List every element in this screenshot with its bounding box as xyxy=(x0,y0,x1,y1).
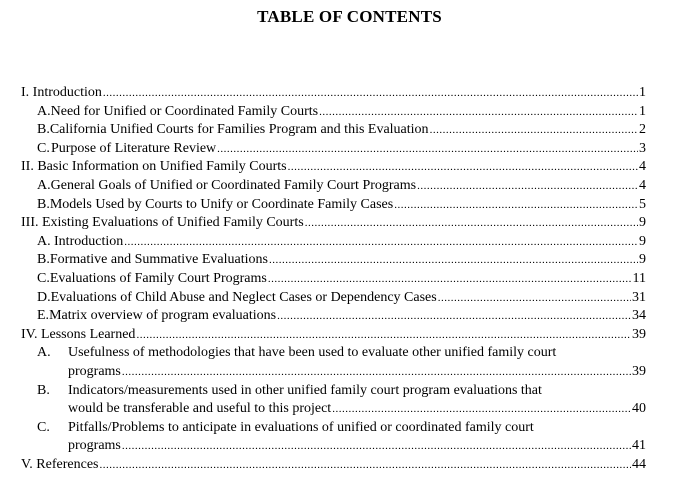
dot-leader xyxy=(417,177,638,196)
dot-leader xyxy=(288,158,638,177)
toc-page-number: 4 xyxy=(639,159,646,175)
toc-item-1c[interactable] xyxy=(21,140,646,159)
toc-page-number: 9 xyxy=(639,252,646,268)
toc-page-number: 41 xyxy=(632,438,646,454)
toc-item-number: A. xyxy=(37,177,51,193)
dot-leader xyxy=(277,307,631,326)
dot-leader xyxy=(268,270,632,289)
toc-page-number: 5 xyxy=(639,196,646,212)
dot-leader xyxy=(269,251,638,270)
toc-page-number: 39 xyxy=(632,363,646,379)
toc-item-label-line2: programs xyxy=(68,363,121,379)
dot-leader xyxy=(319,103,638,122)
toc-item-number: C. xyxy=(37,419,50,435)
toc-page-number: 11 xyxy=(632,270,646,286)
toc-item-3e[interactable] xyxy=(21,307,646,326)
toc-item-label: Formative and Summative Evaluations xyxy=(49,252,268,268)
page-title: TABLE OF CONTENTS xyxy=(257,7,442,26)
toc-page-number: 9 xyxy=(639,233,646,249)
toc-item-label-line1: Indicators/measurements used in other unified family court program evaluations that xyxy=(68,382,542,398)
dot-leader xyxy=(122,363,631,382)
dot-leader xyxy=(430,121,638,140)
dot-leader xyxy=(332,400,631,419)
toc-item-1b[interactable] xyxy=(21,121,646,140)
toc-item-3a[interactable] xyxy=(21,233,646,252)
toc-item-label: Evaluations of Family Court Programs xyxy=(49,270,267,286)
toc-item-number: B. xyxy=(37,196,50,212)
toc-item-3b[interactable] xyxy=(21,251,646,270)
toc-page-number: 1 xyxy=(639,103,646,119)
toc-section-1[interactable] xyxy=(21,84,646,103)
toc-page-number: 2 xyxy=(639,122,646,138)
toc-item-4a[interactable] xyxy=(21,344,646,381)
toc-item-number: A. xyxy=(37,345,51,361)
dot-leader xyxy=(124,233,638,252)
toc-item-label: Matrix overview of program evaluations xyxy=(49,308,277,324)
toc-item-label: Models Used by Courts to Unify or Coordinate Family Cases xyxy=(49,196,394,212)
toc-item-number: B. xyxy=(37,252,50,268)
toc-item-number: A. xyxy=(37,233,51,249)
toc-item-label-line1: Pitfalls/Problems to anticipate in evaluations of unified or coordinated family court xyxy=(68,419,534,435)
toc-section-3[interactable] xyxy=(21,214,646,233)
toc-item-label-line2: would be transferable and useful to this project xyxy=(68,401,332,417)
toc-page-number: 40 xyxy=(632,401,646,417)
dot-leader xyxy=(438,289,631,308)
toc-item-2b[interactable] xyxy=(21,196,646,215)
dot-leader xyxy=(136,326,631,345)
toc-item-label: Need for Unified or Coordinated Family Courts xyxy=(50,103,319,119)
toc-item-label-line1: Usefulness of methodologies that have been used to evaluate other unified family court xyxy=(68,345,557,361)
toc-section-4[interactable] xyxy=(21,326,646,345)
table-of-contents xyxy=(21,84,646,474)
toc-page-number: 9 xyxy=(639,215,646,231)
toc-item-label: California Unified Courts for Families Program and this Evaluation xyxy=(49,122,429,138)
toc-item-label: Introduction xyxy=(54,233,124,249)
toc-section-label: I. Introduction xyxy=(21,85,102,100)
toc-section-2[interactable] xyxy=(21,158,646,177)
toc-item-number: C. xyxy=(37,140,50,156)
toc-section-label: IV. Lessons Learned xyxy=(21,326,136,342)
toc-page-number: 4 xyxy=(639,177,646,193)
dot-leader xyxy=(122,437,631,456)
toc-item-label: General Goals of Unified or Coordinated Family Court Programs xyxy=(50,177,417,193)
toc-section-label: II. Basic Information on Unified Family Courts xyxy=(21,159,287,175)
toc-item-label: Purpose of Literature Review xyxy=(50,140,217,156)
toc-page-number: 44 xyxy=(632,456,646,472)
toc-page-number: 3 xyxy=(639,140,646,156)
toc-item-number: E. xyxy=(37,308,50,324)
dot-leader xyxy=(394,196,638,215)
toc-item-number: B. xyxy=(37,382,50,398)
toc-item-label-line2: programs xyxy=(68,438,121,454)
toc-item-number: D. xyxy=(37,289,51,305)
toc-item-4b[interactable] xyxy=(21,382,646,419)
toc-page-number: 34 xyxy=(632,308,646,324)
toc-item-1a[interactable] xyxy=(21,103,646,122)
toc-section-5[interactable] xyxy=(21,456,646,475)
dot-leader xyxy=(305,214,638,233)
toc-item-number: B. xyxy=(37,122,50,138)
toc-item-number: C. xyxy=(37,270,50,286)
toc-item-3c[interactable] xyxy=(21,270,646,289)
toc-item-2a[interactable] xyxy=(21,177,646,196)
toc-item-3d[interactable] xyxy=(21,289,646,308)
toc-item-4c[interactable] xyxy=(21,419,646,456)
toc-page-number: 39 xyxy=(632,326,646,342)
toc-page-number: 1 xyxy=(639,85,646,100)
toc-item-number: A. xyxy=(37,103,51,119)
dot-leader xyxy=(217,140,638,159)
dot-leader xyxy=(103,84,638,103)
toc-page-number: 31 xyxy=(632,289,646,305)
toc-item-label: Evaluations of Child Abuse and Neglect Cases or Dependency Cases xyxy=(50,289,437,305)
toc-section-label: V. References xyxy=(21,456,99,472)
dot-leader xyxy=(100,456,632,475)
toc-section-label: III. Existing Evaluations of Unified Family Courts xyxy=(21,215,304,231)
